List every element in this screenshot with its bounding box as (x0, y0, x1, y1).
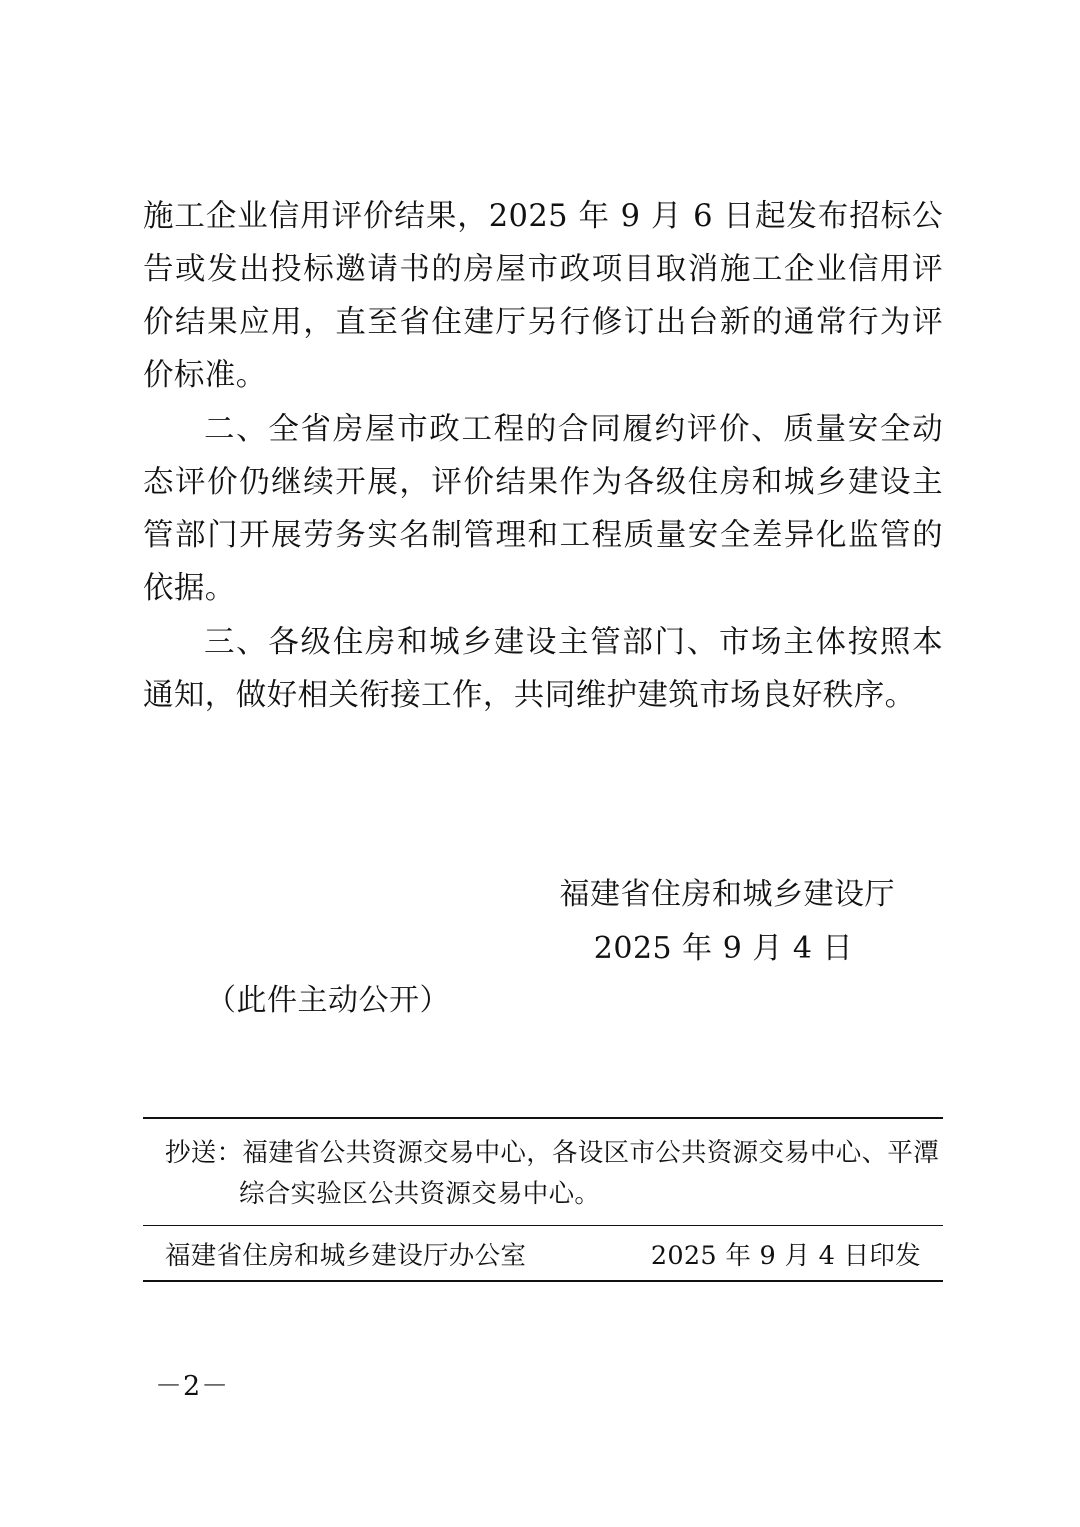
public-disclosure-note: （此件主动公开） (206, 983, 450, 1018)
footer-issuer-row (143, 1226, 943, 1280)
paragraph-item-two: 二、全省房屋市政工程的合同履约评价、质量安全动态评价仍继续开展，评价结果作为各级住房和城乡建设主管部门开展劳务实名制管理和工程质量安全差异化监管的依据。 (143, 412, 943, 606)
footer-bottom-rule (143, 1280, 943, 1282)
footer-issuer: 福建省住房和城乡建设厅办公室 (165, 1241, 527, 1271)
paragraph-continuation: 施工企业信用评价结果，2025 年 9 月 6 日起发布招标公告或发出投标邀请书的房屋市政项目取消施工企业信用评价结果应用，直至省住建厅另行修订出台新的通常行为评价标准。 (143, 199, 943, 393)
signature-organization: 福建省住房和城乡建设厅 (559, 877, 895, 912)
document-footer (143, 1117, 943, 1282)
footer-issue-date: 2025 年 9 月 4 日印发 (650, 1241, 921, 1271)
paragraph-item-three: 三、各级住房和城乡建设主管部门、市场主体按照本通知，做好相关衔接工作，共同维护建筑市场良好秩序。 (143, 625, 943, 713)
footer-cc-label: 抄送：福建省公共资源交易中心，各设区市公共资源交易中心、平潭 (165, 1138, 940, 1168)
footer-cc-continuation: 综合实验区公共资源交易中心。 (239, 1179, 601, 1209)
page-number: －2－ (155, 1371, 230, 1402)
footer-cc-row (143, 1119, 943, 1225)
signature-date: 2025 年 9 月 4 日 (593, 931, 853, 966)
signature-block (143, 868, 943, 976)
document-body (143, 190, 943, 723)
